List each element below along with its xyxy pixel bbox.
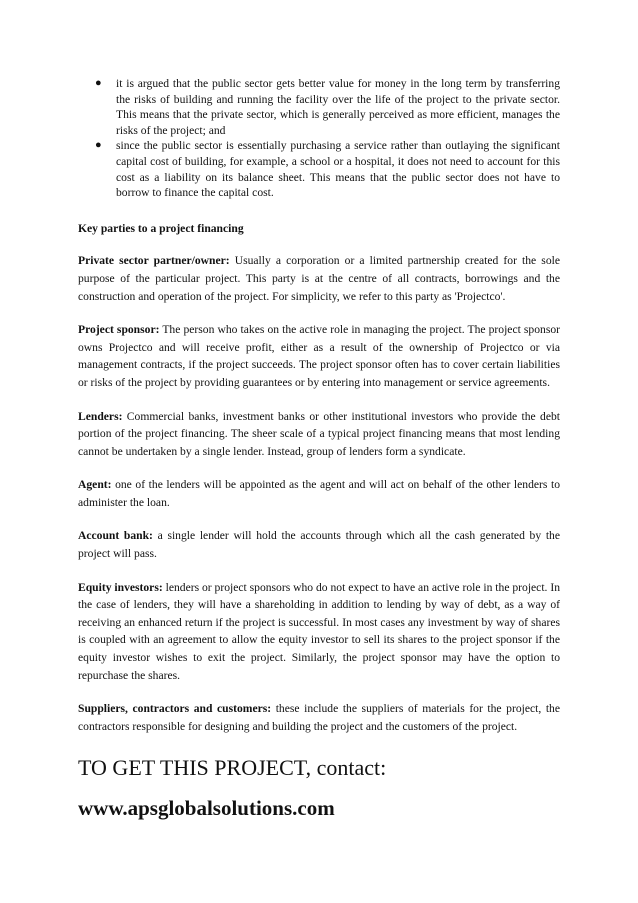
call-to-action: TO GET THIS PROJECT, contact: (78, 755, 387, 781)
party-text: lenders or project sponsors who do not expect to have an active role in the project. In the case of lenders, they will have a shareholding in addition to lending by way of debt, as a way of receiving an enhanced return if the project is successful. In most cases any investment by way of shares is coupled with an agreement to allow the equity investor to sell its shares to the project sponsor if the equity investor wishes to exit the project. Similarly, the project sponsor may have the option to repurchase the shares. (78, 580, 561, 682)
party-paragraph-suppliers (78, 700, 560, 735)
website-link[interactable]: www.apsglobalsolutions.com (78, 796, 335, 821)
party-text: Commercial banks, investment banks or other institutional investors who provide the debt portion of the project financing. The sheer scale of a typical project financing means that most lending cannot be undertaken by a single lender. Instead, group of lenders form a syndicate. (78, 409, 560, 458)
party-paragraph-project-sponsor (78, 321, 560, 391)
party-text: The person who takes on the active role in managing the project. The project sponsor owns Projectco and will receive profit, either as a result of the ownership of Projectco or via management contracts, if the project succeeds. The project sponsor often has to cover certain liabilities or risks of the project by providing guarantees or by entering into management or service agreements. (78, 323, 560, 389)
party-paragraph-private-sector (78, 252, 560, 305)
party-text: one of the lenders will be appointed as the agent and will act on behalf of the other lenders to administer the loan. (78, 478, 560, 509)
bullet-icon: ● (95, 139, 102, 152)
list-item (78, 138, 560, 200)
party-term: Equity investors: (78, 580, 163, 594)
party-text: a single lender will hold the accounts through which all the cash generated by the project will pass. (78, 529, 560, 561)
bullet-list (78, 76, 560, 201)
party-term: Account bank: (78, 529, 153, 543)
party-paragraph-agent (78, 476, 560, 511)
party-term: Private sector partner/owner: (78, 254, 230, 268)
bullet-text: it is argued that the public sector gets better value for money in the long term by transferring the risks of building and running the facility over the life of the project to the private sector. This means that the private sector, which is generally perceived as more efficient, manages the risks of the project; and (116, 77, 560, 137)
party-text: Usually a corporation or a limited partnership created for the sole purpose of the particular project. This party is at the centre of all contracts, borrowings and the construction and operation of the project. For simplicity, we refer to this party as 'Projectco'. (78, 254, 560, 303)
party-term: Agent: (78, 478, 112, 492)
bullet-text: since the public sector is essentially purchasing a service rather than outlaying the significant capital cost of building, for example, a school or a hospital, it does not need to account for this cost as a liability on its balance sheet. This means that the public sector does not have to borrow to finance the capital cost. (116, 139, 560, 200)
party-term: Project sponsor: (78, 323, 160, 337)
party-paragraph-equity-investors (78, 579, 560, 685)
party-term: Suppliers, contractors and customers: (78, 702, 272, 716)
party-paragraph-account-bank (78, 527, 560, 562)
party-term: Lenders: (78, 409, 123, 423)
list-item (78, 76, 560, 138)
party-paragraph-lenders (78, 408, 560, 461)
party-text: these include the suppliers of materials for the project, the contractors responsible for designing and building the project and the customers of the project. (78, 702, 560, 733)
document-page (78, 76, 560, 821)
section-heading: Key parties to a project financing (78, 221, 244, 235)
bullet-icon: ● (95, 77, 102, 89)
